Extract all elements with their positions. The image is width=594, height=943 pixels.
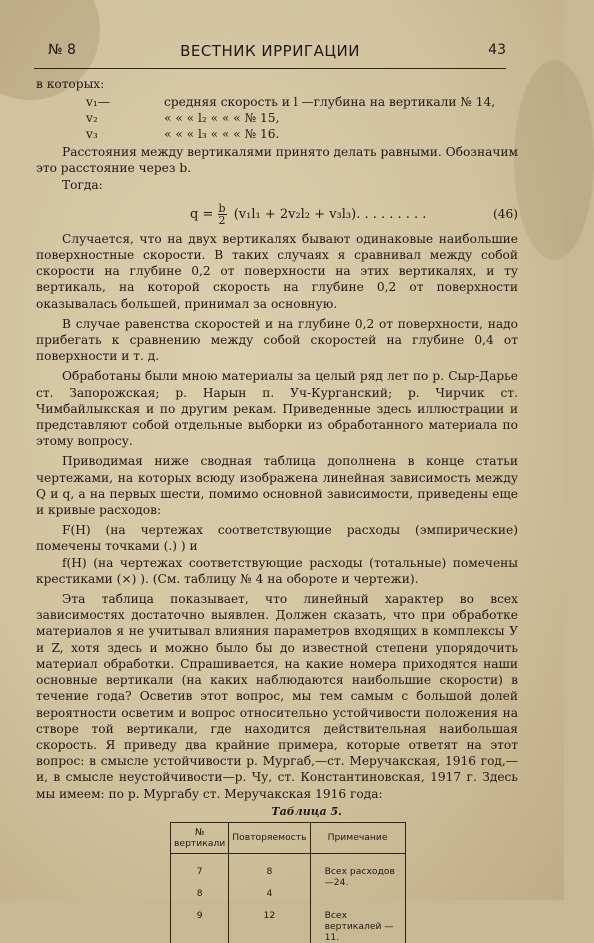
cell-note: Всех вертикалей —11. [310,910,405,943]
fraction-numerator: b [218,201,226,215]
formula-fraction [218,203,227,226]
table-5 [170,822,406,943]
paragraph: F(H) (на чертежах соответствующие расходы (эмпирические) помечены точками (.) ) и [36,523,518,554]
cell-repeat: 8 [229,853,310,888]
formula-body: (v₁l₁ + 2v₂l₂ + v₃l₃). . . . . . . . . [233,206,427,222]
page-header [34,40,506,69]
paragraph: Обработаны были мною материалы за целый ряд лет по р. Сыр-Дарье ст. Запорожская; р. Нарын п. Уч-Курганский; р. Чирчик ст. Чимбайлыкская и по другим рекам. Приведенные здесь иллюстрации и представляют собой отдельные выборки из обработанного материала по этому вопросу. [36,369,518,449]
issue-number: № 8 [48,42,76,58]
paragraph: В случае равенства скоростей и на глубине 0,2 от поверхности, надо прибегать к сравнению между собой скоростей на глубине 0,4 от поверхности и т. д. [36,316,518,364]
table-header-row [171,822,406,853]
paragraph: Случается, что на двух вертикалях бывают одинаковые наибольшие поверхностные скорости. В таких случаях я сравнивал между собой скорости на глубине 0,2 от поверхности на этих вертикалях, и ту вертикаль, на которой скорость на глубине 0,2 от поверхности оказывалась большей, принимал за основную. [36,231,518,311]
journal-title: ВЕСТНИК ИРРИГАЦИИ [180,42,360,60]
definition-symbol: v₃ [86,127,98,142]
cell-vertical-no: 8 [171,888,229,910]
formula-46 [36,195,518,231]
table-row [171,888,406,910]
fraction-denominator: 2 [218,213,226,227]
equation-number: (46) [492,206,518,221]
age-stain [514,60,594,260]
page-number: 43 [488,42,506,58]
definition-row [86,126,518,142]
definition-symbol: v₁— [86,95,110,110]
article-body [36,76,518,943]
definition-row [86,110,518,126]
column-header: Примечание [310,822,405,853]
formula-expression [190,203,426,226]
definition-row [86,94,518,110]
formula-lhs: q = [190,206,214,222]
column-header: Повторяемость [229,822,310,853]
cell-vertical-no: 7 [171,853,229,888]
definition-symbol: v₂ [86,111,98,126]
table-caption: Таблица 5. [271,804,342,818]
then-label: Тогда: [62,177,103,192]
definition-text: « « « l₂ « « « № 15, [164,111,280,126]
variable-definitions [86,94,518,142]
paragraph: Расстояния между вертикалями принято делать равными. Обозначим это расстояние через b. [36,145,518,176]
cell-note: Всех расходов—24. [310,853,405,888]
definition-text: « « « l₃ « « « № 16. [164,127,280,142]
cell-repeat: 12 [229,910,310,943]
paragraph: Эта таблица показывает, что линейный характер во всех зависимостях достаточно выявлен. Должен сказать, что при обработке материалов я не учитывал влияния параметров входящих в комплексы У и Z, хотя здесь и можно было бы до известной степени упорядочить материал обработки. Спрашивается, на какие номера приходятся наши основные вертикали (на каких наблюдаются наибольшие скорости) в течение года? Осветив этот вопрос, мы тем самым с большой долей вероятности осветим и вопрос относительно устойчивости положения на створе той вертикали, где находится действительная наибольшая скорость. Я приведу два крайние примера, которые ответят на этот вопрос: в смысле устойчивости р. Мургаб,—ст. Меручакская, 1916 год,—и, в смысле неустойчивости—р. Чу, ст. Константиновская, 1917 г. Здесь мы имеем: по р. Мургабу ст. Меручакская 1916 года: [36,592,518,801]
intro-line: в которых: [36,77,105,91]
cell-note [310,888,405,910]
definition-text: средняя скорость и l —глубина на вертикали № 14, [164,95,496,110]
paragraph: Приводимая ниже сводная таблица дополнена в конце статьи чертежами, на которых всюду изображена линейная зависимость между Q и q, а на первых шести, помимо основной зависимости, приведены еще и кривые расходов: [36,454,518,518]
cell-vertical-no: 9 [171,910,229,943]
table-row [171,853,406,888]
paragraph: f(H) (на чертежах соответствующие расходы (тотальные) помечены крестиками (×) ). (См. таблицу № 4 на обороте и чертежи). [36,555,518,586]
cell-repeat: 4 [229,888,310,910]
column-header: № вертикали [171,822,229,853]
table-row [171,910,406,943]
